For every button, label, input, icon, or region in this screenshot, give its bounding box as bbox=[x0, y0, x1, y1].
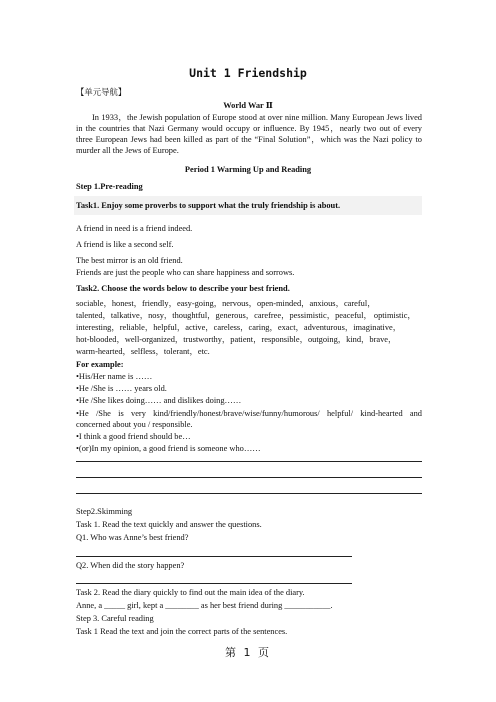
fill-blank-sentence: Anne, a _____ girl, kept a ________ as her best friend during ___________. bbox=[76, 601, 333, 610]
intro-paragraph: In 1933，the Jewish population of Europe stood at over nine million. Many European Jews lived in the countries that Nazi Germany would occupy or influence. By 1945，nearly two out of every three European Jews had been killed as part of the “Final Solution”，which was the Nazi policy to murder all the Jews of Europe. bbox=[76, 113, 422, 155]
step2-heading: Step2.Skimming bbox=[76, 507, 133, 516]
question-1: Q1. Who was Anne’s best friend? bbox=[76, 533, 189, 542]
answer-line-1 bbox=[76, 461, 422, 462]
word-line-3: interesting，reliable，helpful，active，careless，caring，exact，adventurous，imaginative， bbox=[76, 323, 402, 332]
word-line-2: talented，talkative，nosy，thoughtful，generous，carefree，pessimistic，peaceful， optimistic， bbox=[76, 311, 416, 320]
proverb-2: A friend is like a second self. bbox=[76, 240, 174, 249]
step3-task1: Task 1 Read the text and join the correct parts of the sentences. bbox=[76, 627, 288, 636]
example-6: •(or)In my opinion, a good friend is someone who…… bbox=[76, 444, 261, 453]
answer-line-q1 bbox=[76, 556, 352, 557]
answer-line-3 bbox=[76, 493, 422, 494]
word-line-5: warm-hearted，selfless，tolerant，etc. bbox=[76, 347, 210, 356]
example-4: •He /She is very kind/friendly/honest/brave/wise/funny/humorous/ helpful/ kind-hearted and concerned about you / responsible. bbox=[76, 409, 422, 429]
example-3: •He /She likes doing…… and dislikes doing…… bbox=[76, 396, 242, 405]
step1-heading: Step 1.Pre-reading bbox=[76, 182, 143, 191]
example-2: •He /She is …… years old. bbox=[76, 384, 167, 393]
period-heading: Period 1 Warming Up and Reading bbox=[184, 165, 312, 174]
page-number: 第 1 页 bbox=[225, 646, 271, 659]
proverb-4: Friends are just the people who can share happiness and sorrows. bbox=[76, 268, 295, 277]
question-2: Q2. When did the story happen? bbox=[76, 561, 185, 570]
example-5: •I think a good friend should be… bbox=[76, 432, 191, 441]
answer-line-2 bbox=[76, 477, 422, 478]
proverb-1: A friend in need is a friend indeed. bbox=[76, 224, 193, 233]
section-heading: World War Ⅱ bbox=[223, 101, 273, 110]
answer-line-q2 bbox=[76, 583, 352, 584]
unit-guide-label: 【单元导航】 bbox=[76, 88, 127, 97]
task2-heading: Task2. Choose the words below to describe your best friend. bbox=[76, 284, 290, 293]
step3-heading: Step 3. Careful reading bbox=[76, 614, 154, 623]
word-line-4: hot-blooded，well-organized，trustworthy，patient，responsible，outgoing，kind，brave， bbox=[76, 335, 397, 344]
task1-heading: Task1. Enjoy some proverbs to support what the truly friendship is about. bbox=[76, 201, 341, 210]
word-line-1: sociable，honest，friendly，easy-going，nervous，open-minded，anxious，careful， bbox=[76, 299, 376, 308]
example-1: •His/Her name is …… bbox=[76, 372, 153, 381]
example-label: For example: bbox=[76, 360, 124, 369]
step2-task2: Task 2. Read the diary quickly to find out the main idea of the diary. bbox=[76, 588, 305, 597]
page-title: Unit 1 Friendship bbox=[189, 66, 307, 80]
proverb-3: The best mirror is an old friend. bbox=[76, 256, 183, 265]
step2-task1: Task 1. Read the text quickly and answer the questions. bbox=[76, 520, 262, 529]
